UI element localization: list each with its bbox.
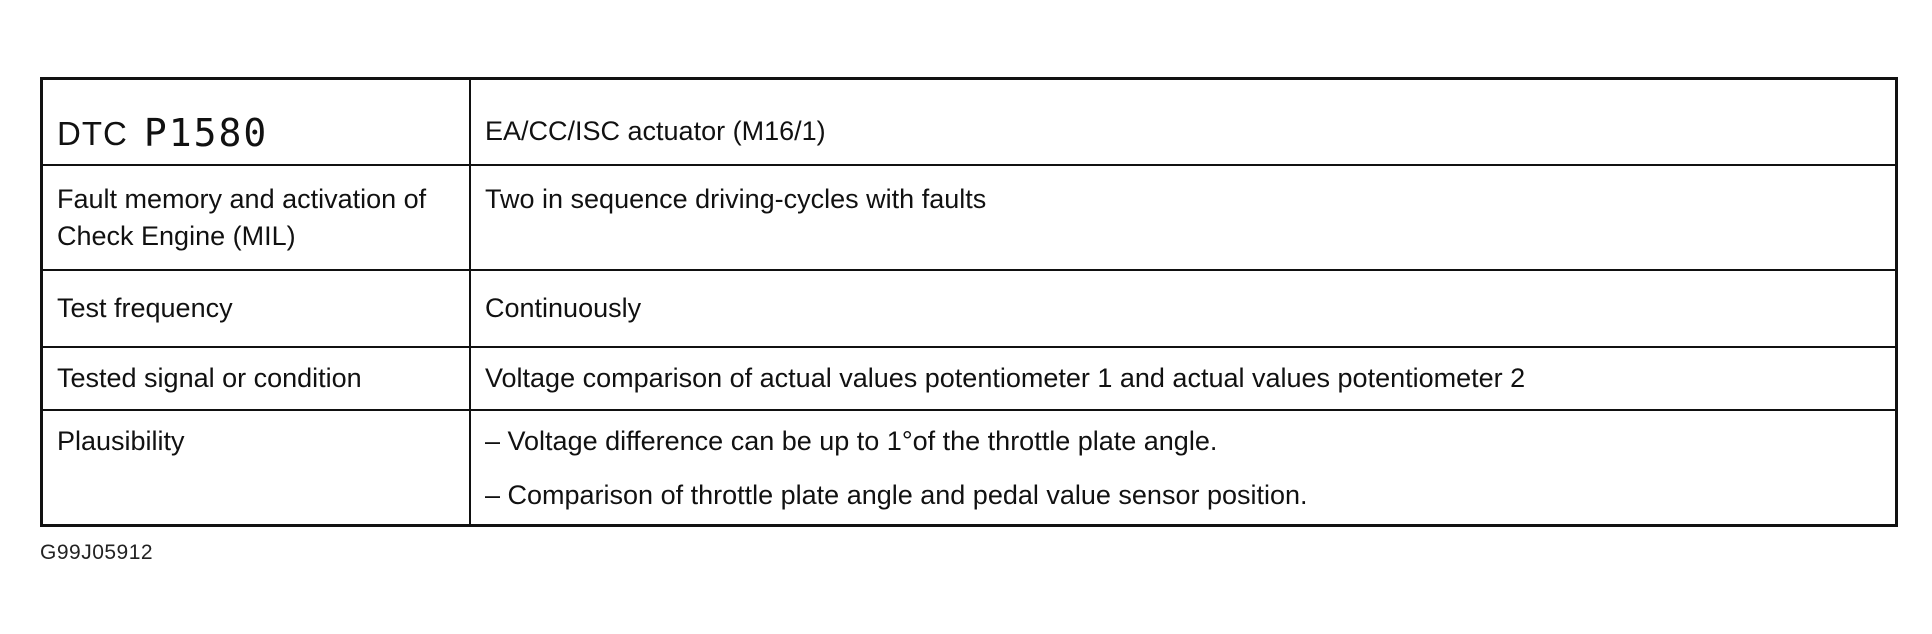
row-value-fault-memory: Two in sequence driving-cycles with faults (471, 166, 1895, 271)
dtc-header-cell (43, 80, 471, 166)
row-value-tested-signal (471, 348, 1895, 411)
dtc-table (40, 77, 1898, 527)
row-label-plausibility: Plausibility (43, 411, 471, 524)
row-value-plausibility (471, 411, 1895, 524)
test-frequency-label: Test frequency (57, 293, 233, 323)
row-label-fault-memory: Fault memory and activation of Check Engine (MIL) (43, 166, 471, 271)
dtc-description-cell (471, 80, 1895, 166)
row-label-tested-signal (43, 348, 471, 411)
row-value-test-frequency (471, 271, 1895, 348)
test-frequency-value: Continuously (485, 293, 642, 323)
figure-id: G99J05912 (40, 541, 154, 564)
plausibility-line: – Voltage difference can be up to 1°of the throttle plate angle. (485, 426, 1218, 456)
tested-signal-label: Tested signal or condition (57, 363, 362, 393)
plausibility-line: – Comparison of throttle plate angle and pedal value sensor position. (485, 480, 1308, 510)
dtc-code: P1580 (143, 111, 269, 155)
tested-signal-value: Voltage comparison of actual values potentiometer 1 and actual values potentiometer 2 (485, 363, 1526, 393)
dtc-description: EA/CC/ISC actuator (M16/1) (485, 116, 826, 146)
dtc-label: DTC (57, 115, 128, 152)
row-label-test-frequency (43, 271, 471, 348)
